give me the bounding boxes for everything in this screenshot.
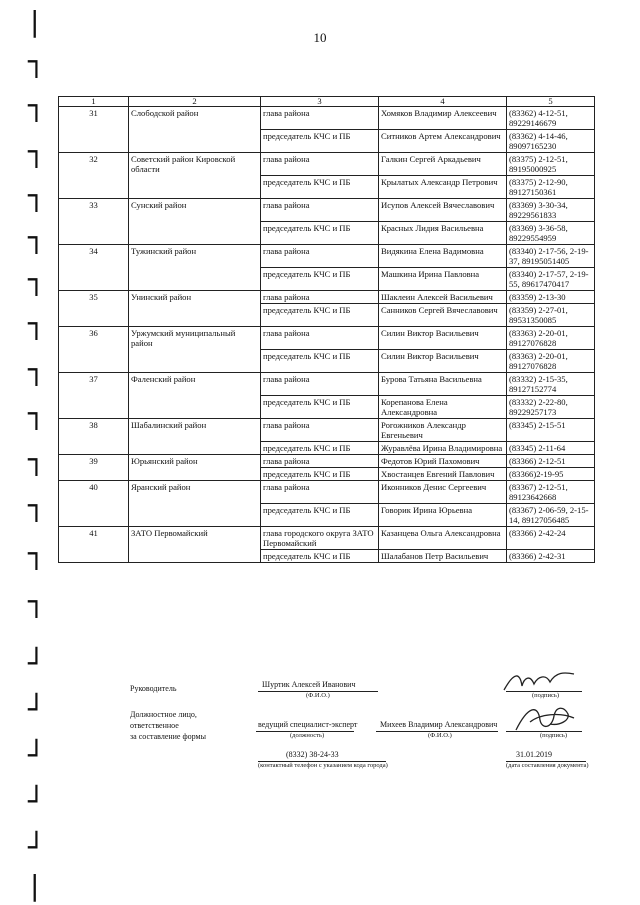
name-cell: Санников Сергей Вячеславович [379,304,507,327]
name-cell: Шалабанов Петр Васильевич [379,550,507,563]
name-cell: Хвостанцев Евгений Павлович [379,468,507,481]
binding-mark: ┘ [28,693,45,726]
phone-cell: (83366) 2-42-31 [507,550,595,563]
binding-mark: ┘ [28,739,45,772]
district-cell: Слободской район [129,107,261,153]
phone-cell: (83345) 2-15-51 [507,419,595,442]
row-number: 36 [59,327,129,373]
responsible-label-2: ответственное [130,721,179,730]
name-cell: Казанцева Ольга Александровна [379,527,507,550]
role-cell: председатель КЧС и ПБ [261,468,379,481]
role-cell: председатель КЧС и ПБ [261,442,379,455]
district-cell: Сунский район [129,199,261,245]
phone-caption: (контактный телефон с указанием кода города) [258,762,388,769]
role-cell: председатель КЧС и ПБ [261,130,379,153]
responsible-label-1: Должностное лицо, [130,710,197,719]
district-cell: ЗАТО Первомайский [129,527,261,563]
role-cell: председатель КЧС и ПБ [261,350,379,373]
row-number: 31 [59,107,129,153]
responsible-position: ведущий специалист-эксперт [258,720,358,729]
role-cell: глава городского округа ЗАТО Первомайский [261,527,379,550]
name-cell: Крылатых Александр Петрович [379,176,507,199]
phone-cell: (83369) 3-36-58, 89229554959 [507,222,595,245]
responsible-label-3: за составление формы [130,732,206,741]
table-row [59,327,595,350]
role-cell: глава района [261,373,379,396]
phone-cell: (83340) 2-17-56, 2-19-37, 89195051405 [507,245,595,268]
table-row [59,481,595,504]
row-number: 34 [59,245,129,291]
role-cell: глава района [261,327,379,350]
phone-cell: (83367) 2-12-51, 89123642668 [507,481,595,504]
table-row [59,419,595,442]
phone-cell: (83363) 2-20-01, 89127076828 [507,327,595,350]
name-cell: Видякина Елена Вадимовна [379,245,507,268]
name-cell: Силин Виктор Васильевич [379,327,507,350]
column-number: 3 [261,97,379,107]
phone-cell: (83359) 2-13-30 [507,291,595,304]
table-row [59,373,595,396]
role-cell: глава района [261,153,379,176]
phone-cell: (83362) 4-14-46, 89097165230 [507,130,595,153]
binding-mark: ┐ [28,585,45,618]
district-cell: Шабалинский район [129,419,261,455]
name-cell: Иконников Денис Сергеевич [379,481,507,504]
district-cell: Тужинский район [129,245,261,291]
phone-cell: (83375) 2-12-51, 89195000925 [507,153,595,176]
table-row [59,291,595,304]
column-number: 1 [59,97,129,107]
phone-cell: (83340) 2-17-57, 2-19-55, 89617470417 [507,268,595,291]
phone-cell: (83375) 2-12-90, 89127150361 [507,176,595,199]
name-cell: Шаклеин Алексей Васильевич [379,291,507,304]
name-cell: Рогожников Александр Евгеньевич [379,419,507,442]
table-row [59,455,595,468]
contacts-table [58,96,595,563]
binding-mark: ┐ [28,489,45,522]
column-number: 5 [507,97,595,107]
position-caption: (должность) [290,732,325,739]
role-cell: председатель КЧС и ПБ [261,176,379,199]
phone-cell: (83332) 2-15-35, 89127152774 [507,373,595,396]
name-cell: Машкина Ирина Павловна [379,268,507,291]
binding-mark: ┐ [28,179,45,212]
role-cell: глава района [261,455,379,468]
binding-mark: ┐ [28,443,45,476]
table-row [59,107,595,130]
district-cell: Унинский район [129,291,261,327]
role-cell: глава района [261,481,379,504]
phone-cell: (83369) 3-30-34, 89229561833 [507,199,595,222]
name-cell: Исупов Алексей Вячеславович [379,199,507,222]
district-cell: Яранский район [129,481,261,527]
binding-mark: ┐ [28,221,45,254]
binding-mark: ┐ [28,353,45,386]
table-row [59,245,595,268]
name-cell: Корепанова Елена Александровна [379,396,507,419]
name-cell: Галкин Сергей Аркадьевич [379,153,507,176]
name-cell: Красных Лидия Васильевна [379,222,507,245]
binding-mark: ┐ [28,89,45,122]
document-date: 31.01.2019 [516,750,552,759]
binding-mark: ┘ [28,785,45,818]
row-number: 32 [59,153,129,199]
page-number: 10 [313,30,327,45]
binding-mark: ┘ [28,647,45,680]
binding-mark: ┐ [28,263,45,296]
phone-cell: (83366) 2-12-51 [507,455,595,468]
binding-edge-marks [0,0,45,905]
district-cell: Фаленский район [129,373,261,419]
binding-mark: ┐ [28,307,45,340]
head-name: Шуртик Алексей Иванович [262,680,356,689]
phone-cell: (83359) 2-27-01, 89531350085 [507,304,595,327]
phone-cell: (83345) 2-11-64 [507,442,595,455]
binding-mark: ┘ [28,831,45,864]
binding-mark: ┐ [28,45,45,78]
district-cell: Юрьянский район [129,455,261,481]
date-caption: (дата составления документа) [506,762,589,769]
name-cell: Журавлёва Ирина Владимировна [379,442,507,455]
column-number-row [59,97,595,107]
table-row [59,527,595,550]
phone-cell: (83332) 2-22-80, 89229257173 [507,396,595,419]
row-number: 33 [59,199,129,245]
name-cell: Ситников Артем Александрович [379,130,507,153]
name-cell: Силин Виктор Васильевич [379,350,507,373]
phone-cell: (83363) 2-20-01, 89127076828 [507,350,595,373]
head-label: Руководитель [130,684,177,693]
table-row [59,153,595,176]
row-number: 38 [59,419,129,455]
name-cell: Бурова Татьяна Васильевна [379,373,507,396]
row-number: 39 [59,455,129,481]
name-cell: Хомяков Владимир Алексеевич [379,107,507,130]
responsible-name: Михеев Владимир Александрович [380,720,498,729]
role-cell: глава района [261,419,379,442]
role-cell: председатель КЧС и ПБ [261,268,379,291]
binding-mark: ┐ [28,537,45,570]
row-number: 40 [59,481,129,527]
role-cell: глава района [261,199,379,222]
column-number: 2 [129,97,261,107]
name-cell: Федотов Юрий Пахомович [379,455,507,468]
role-cell: председатель КЧС и ПБ [261,504,379,527]
phone-cell: (83362) 4-12-51, 89229146679 [507,107,595,130]
role-cell: председатель КЧС и ПБ [261,222,379,245]
role-cell: председатель КЧС и ПБ [261,396,379,419]
phone-cell: (83366)2-19-95 [507,468,595,481]
responsible-signature-caption: (подпись) [540,732,567,739]
name-cell: Говорик Ирина Юрьевна [379,504,507,527]
role-cell: глава района [261,107,379,130]
binding-mark: ┐ [28,135,45,168]
contact-phone: (8332) 38-24-33 [286,750,339,759]
binding-mark: | [30,869,40,902]
district-cell: Советский район Кировской области [129,153,261,199]
role-cell: председатель КЧС и ПБ [261,304,379,327]
phone-cell: (83366) 2-42-24 [507,527,595,550]
table-row [59,199,595,222]
binding-mark: | [30,5,40,38]
district-cell: Уржумский муниципальный район [129,327,261,373]
row-number: 37 [59,373,129,419]
fio-caption: (Ф.И.О.) [306,692,330,699]
binding-mark: ┐ [28,397,45,430]
role-cell: председатель КЧС и ПБ [261,550,379,563]
column-number: 4 [379,97,507,107]
role-cell: глава района [261,245,379,268]
row-number: 41 [59,527,129,563]
row-number: 35 [59,291,129,327]
responsible-fio-caption: (Ф.И.О.) [428,732,452,739]
phone-cell: (83367) 2-06-59, 2-15-14, 89127056485 [507,504,595,527]
signature-caption: (подпись) [532,692,559,699]
role-cell: глава района [261,291,379,304]
